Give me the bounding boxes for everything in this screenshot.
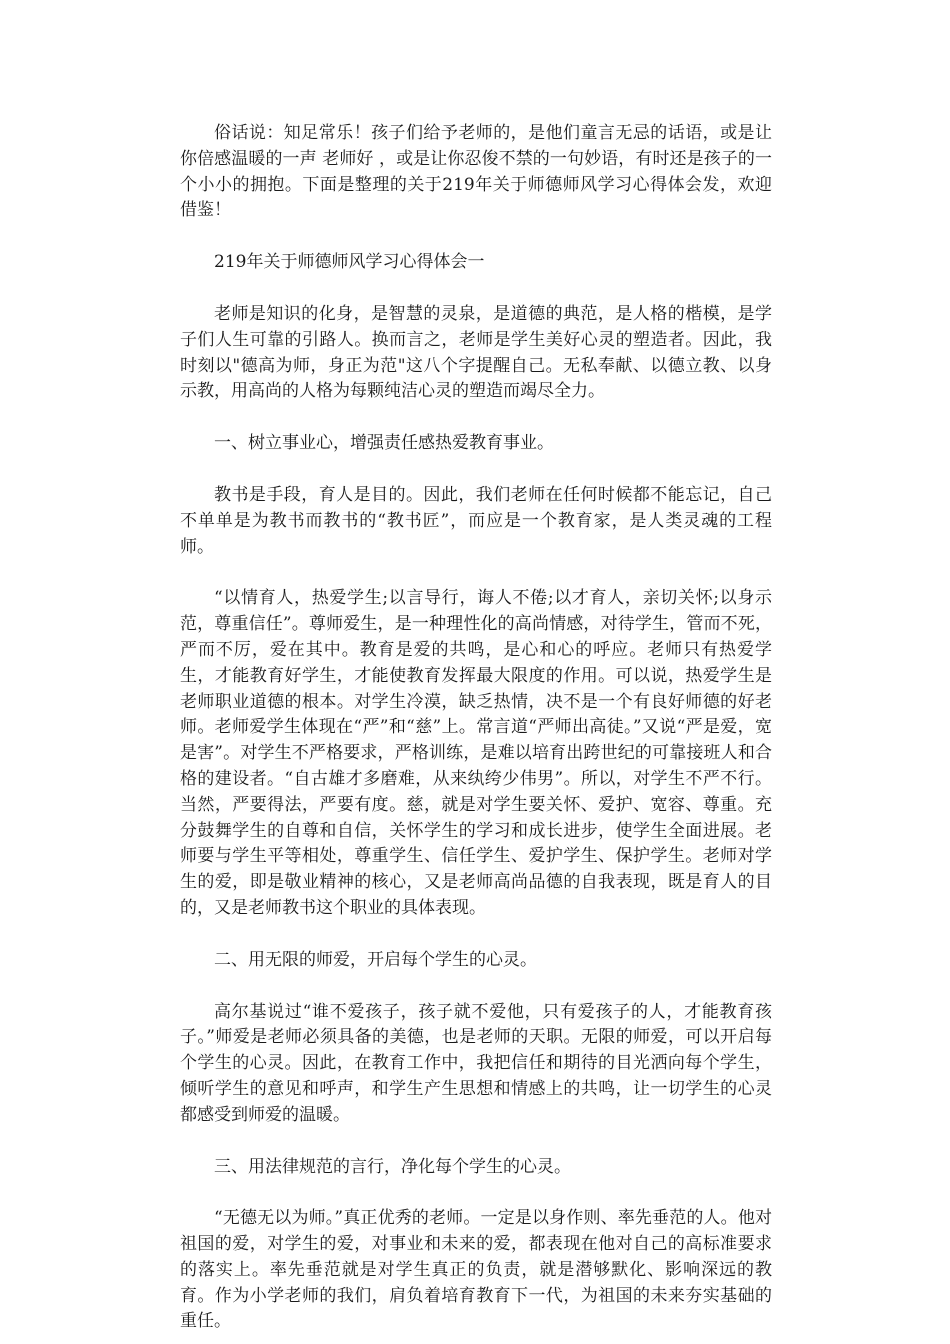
- section-heading-1: 一、树立事业心，增强责任感热爱教育事业。: [214, 433, 554, 454]
- section-heading-2: 二、用无限的师爱，开启每个学生的心灵。: [214, 949, 537, 970]
- document-body: [180, 121, 772, 1335]
- intro-paragraph: 俗话说：知足常乐！孩子们给予老师的，是他们童言无忌的话语，或是让你倍感温暖的一声 老师好 ，或是让你忍俊不禁的一句妙语，有时还是孩子的一个小小的拥抱。下面是整理的关于219年关于师德师风学习心得体会发，欢迎借鉴！: [180, 123, 772, 221]
- body-paragraph: 教书是手段，育人是目的。因此，我们老师在任何时候都不能忘记，自己不单单是为教书而教书的“教书匠”，而应是一个教育家，是人类灵魂的工程师。: [180, 484, 772, 557]
- body-paragraph: 高尔基说过“谁不爱孩子，孩子就不爱他，只有爱孩子的人，才能教育孩子。”师爱是老师必须具备的美德，也是老师的天职。无限的师爱，可以开启每个学生的心灵。因此，在教育工作中，我把信任和期待的目光洒向每个学生，倾听学生的意见和呼声，和学生产生思想和情感上的共鸣，让一切学生的心灵都感受到师爱的温暖。: [180, 1001, 772, 1125]
- body-paragraph: “无德无以为师。”真正优秀的老师。一定是以身作则、率先垂范的人。他对祖国的爱，对学生的爱，对事业和未来的爱，都表现在他对自己的高标准要求的落实上。率先垂范就是对学生真正的负责，就是潜够默化、影响深远的教育。作为小学老师的我们，肩负着培育教育下一代，为祖国的未来夯实基础的重任。: [180, 1208, 772, 1332]
- body-paragraph: “以情育人，热爱学生;以言导行，诲人不倦;以才育人，亲切关怀;以身示范，尊重信任”。尊师爱生，是一种理性化的高尚情感，对待学生，管而不死，严而不厉，爱在其中。教育是爱的共鸣，是心和心的呼应。老师只有热爱学生，才能教育好学生，才能使教育发挥最大限度的作用。可以说，热爱学生是老师职业道德的根本。对学生冷漠，缺乏热情，决不是一个有良好师德的好老师。老师爱学生体现在“严”和“慈”上。常言道“严师出高徒。”又说“严是爱，宽是害”。对学生不严格要求，严格训练，是难以培育出跨世纪的可靠接班人和合格的建设者。“自古雄才多磨难，从来纨绔少伟男”。所以，对学生不严不行。当然，严要得法，严要有度。慈，就是对学生要关怀、爱护、宽容、尊重。充分鼓舞学生的自尊和自信，关怀学生的学习和成长进步，使学生全面进展。老师要与学生平等相处，尊重学生、信任学生、爱护学生、保护学生。老师对学生的爱，即是敬业精神的核心，又是老师高尚品德的自我表现，既是育人的目的，又是老师教书这个职业的具体表现。: [180, 588, 772, 918]
- section-title: 219年关于师德师风学习心得体会一: [214, 252, 485, 273]
- section-heading-3: 三、用法律规范的言行，净化每个学生的心灵。: [214, 1156, 571, 1177]
- body-paragraph: 老师是知识的化身，是智慧的灵泉，是道德的典范，是人格的楷模，是学子们人生可靠的引路人。换而言之，老师是学生美好心灵的塑造者。因此，我时刻以"德高为师，身正为范"这八个字提醒自己。无私奉献、以德立教、以身示教，用高尚的人格为每颗纯洁心灵的塑造而竭尽全力。: [180, 303, 772, 402]
